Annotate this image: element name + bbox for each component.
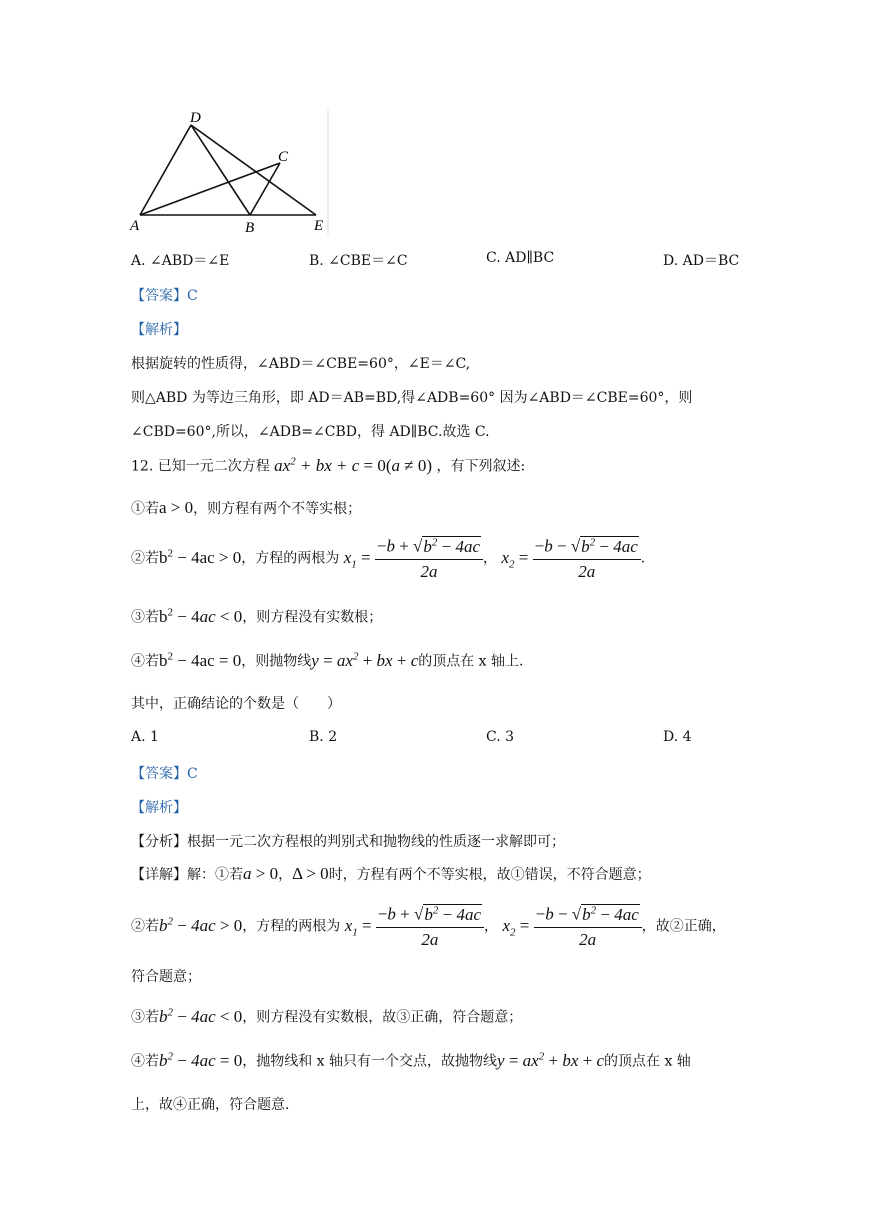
q12-option-b: B. 2 <box>309 729 338 745</box>
q12-question: 其中，正确结论的个数是（ ） <box>131 696 341 712</box>
q12-option-d: D. 4 <box>663 729 692 745</box>
q12-stem-prefix: 12. 已知一元二次方程 <box>131 458 270 475</box>
math-root-x2: $x_2$ = $\frac{-b - √b^2 - 4ac}{2a}$ <box>501 548 640 567</box>
math-parabola: $y = ax^2$ + bx + c <box>311 650 419 670</box>
label-d: D <box>190 110 201 126</box>
q11-option-a: A. ∠ABD＝∠E <box>131 253 230 269</box>
math-root-x1: $x_1$ = $\frac{-b + √b^2 - 4ac}{2a}$ <box>344 548 483 567</box>
q12-answer: 【答案】C <box>131 766 198 782</box>
math-discriminant-lt-0: $b^2 - 4ac < 0$ <box>159 606 243 626</box>
q11-analysis-line-3: ∠CBD=60°,所以，∠ADB=∠CBD，得 AD∥BC.故选 C. <box>131 424 490 440</box>
q11-analysis-line-2: 则△ABD 为等边三角形，即 AD＝AB=BD,得∠ADB=60° 因为∠ABD＝∠CBE=60°，则 <box>131 390 693 406</box>
math-discriminant-eq-0: $b^2 - 4ac = 0$ <box>159 650 242 670</box>
q11-option-b: B. ∠CBE＝∠C <box>309 253 408 269</box>
q12-statement-3: ③若$b^2 - 4ac < 0$，则方程没有实数根； <box>131 606 383 626</box>
math-delta-gt-0: Δ > 0 <box>292 864 329 883</box>
q12-statement-4: ④若$b^2 - 4ac = 0$，则抛物线$y = ax^2$ + bx + c的顶点在 x 轴上. <box>131 650 524 670</box>
q12-statement-2: ②若$b^2 - 4ac > 0$，方程的两根为 $x_1$ = $\frac{-b + √b^2 - 4ac}{2a}$ ， $x_2$ = $\frac{-b - √b^2 - 4ac}{2a}$ . <box>131 536 646 581</box>
q12-fenxi: 【分析】根据一元二次方程根的判别式和抛物线的性质逐一求解即可； <box>131 834 565 850</box>
q12-stem-suffix: ，有下列叙述: <box>436 458 526 475</box>
q12-detail-2-cont: 符合题意； <box>131 969 201 985</box>
geometry-figure <box>128 108 330 236</box>
q12-equation: $ax^2$ + bx + c = 0(a ≠ 0) <box>274 455 433 475</box>
label-c: C <box>278 149 289 165</box>
q12-detail-1: 【详解】解：①若a > 0，Δ > 0时，方程有两个不等实根，故①错误，不符合题意； <box>131 864 651 883</box>
math-a-gt-0: a > 0 <box>159 498 194 517</box>
q12-detail-4-cont: 上，故④正确，符合题意. <box>131 1097 290 1113</box>
math-root-x2-detail: $x_2$ = $\frac{-b - √b^2 - 4ac}{2a}$ <box>502 916 641 935</box>
q12-detail-4: ④若$b^2 - 4ac = 0$，抛物线和 x 轴只有一个交点，故抛物线$y = ax^2$ + bx + c的顶点在 x 轴 <box>131 1050 691 1070</box>
q11-answer: 【答案】C <box>131 288 198 304</box>
q12-statement-1: ①若a > 0，则方程有两个不等实根； <box>131 498 362 517</box>
q12-detail-3: ③若$b^2 - 4ac < 0$，则方程没有实数根，故③正确，符合题意； <box>131 1006 523 1026</box>
math-root-x1-detail: $x_1$ = $\frac{-b + √b^2 - 4ac}{2a}$ <box>345 916 484 935</box>
q12-option-a: A. 1 <box>131 729 159 745</box>
math-discriminant-lt-0-detail: $b^2 - 4ac < 0$ <box>159 1006 243 1026</box>
math-a-gt-0-italic: a > 0 <box>243 864 279 883</box>
q11-analysis-line-1: 根据旋转的性质得，∠ABD＝∠CBE=60°，∠E＝∠C, <box>131 356 471 372</box>
q12-stem <box>131 455 525 476</box>
q11-analysis-label: 【解析】 <box>131 322 187 338</box>
label-e: E <box>314 218 324 234</box>
q12-option-c: C. 3 <box>486 729 515 745</box>
label-b: B <box>245 220 255 236</box>
math-discriminant-eq-0-detail: $b^2 - 4ac = 0$ <box>159 1050 243 1070</box>
label-a: A <box>130 218 140 234</box>
math-discriminant-gt-0-detail: $b^2 - 4ac > 0$ <box>159 915 243 935</box>
q12-analysis-label: 【解析】 <box>131 800 187 816</box>
q12-detail-2: ②若$b^2 - 4ac > 0$，方程的两根为 $x_1$ = $\frac{-b + √b^2 - 4ac}{2a}$ ， $x_2$ = $\frac{-b - √b^2 - 4ac}{2a}$ ，故②正确， <box>131 904 726 949</box>
q11-option-c: C. AD∥BC <box>486 250 555 266</box>
q11-option-d: D. AD＝BC <box>663 253 740 269</box>
math-parabola-detail: $y = ax^2$ + bx + c <box>497 1050 604 1070</box>
math-discriminant-gt-0: $b^2 - 4ac > 0$ <box>159 547 242 567</box>
